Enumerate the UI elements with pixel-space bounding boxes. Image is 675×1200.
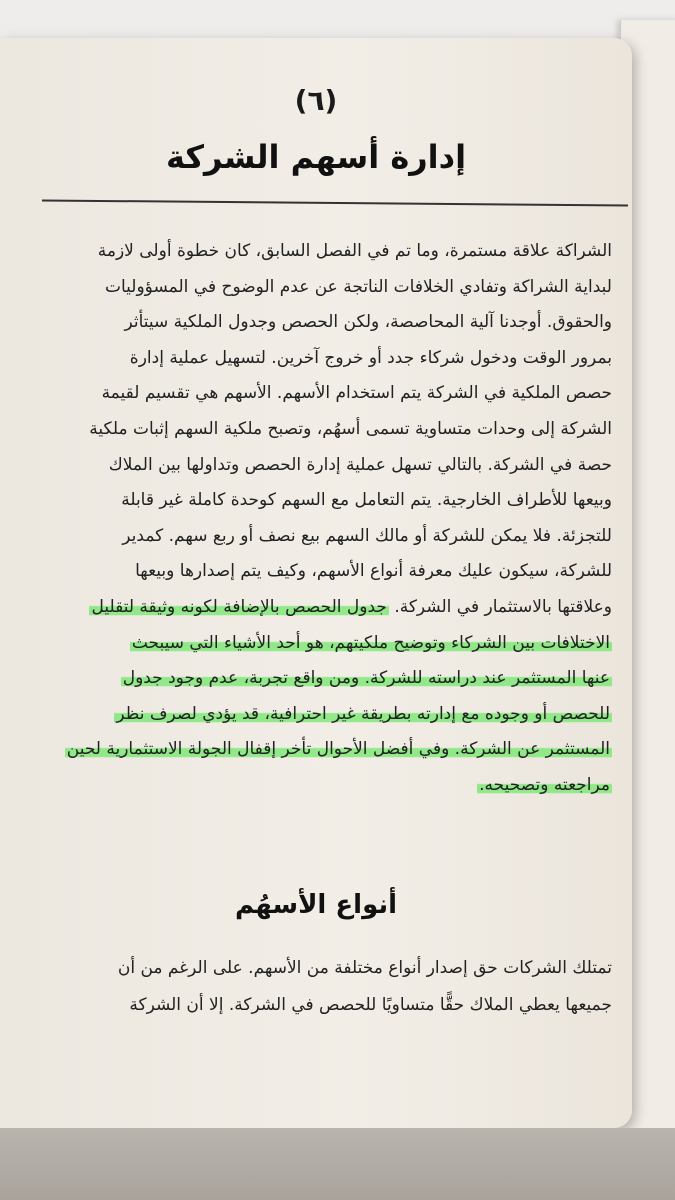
chapter-title: إدارة أسهم الشركة (165, 138, 467, 176)
body-paragraph-1 (0, 234, 612, 804)
body-paragraph-2 (0, 950, 612, 1024)
text-line: لبداية الشراكة وتفادي الخلافات الناتجة عن عدم الوضوح في المسؤوليات (104, 276, 612, 297)
highlighted-text: الاختلافات بين الشركاء وتوضيح ملكيتهم، هو أحد الأشياء التي سيبحث (131, 632, 610, 653)
text-line: والحقوق. أوجدنا آلية المحاصصة، ولكن الحصص وجدول الملكية سيتأثر (124, 312, 612, 333)
highlighted-text: المستثمر عن الشركة. وفي أفضل الأحوال تأخر إقفال الجولة الاستثمارية لحين (66, 739, 610, 760)
text-line (0, 626, 612, 662)
text-line: تمتلك الشركات حق إصدار أنواع مختلفة من الأسهم. على الرغم من أن (117, 958, 612, 978)
title-divider (42, 199, 628, 206)
text-line (0, 768, 612, 804)
highlighted-text: عنها المستثمر عند دراسته للشركة. ومن واقع تجربة، عدم وجود جدول (122, 668, 610, 689)
text-line: الشركة إلى وحدات متساوية تسمى أسهُم، وتصبح ملكية السهم إثبات ملكية (89, 418, 612, 439)
text-line: الشراكة علاقة مستمرة، وما تم في الفصل السابق، كان خطوة أولى لازمة (97, 241, 612, 261)
section-heading: أنواع الأسهُم (234, 890, 398, 920)
chapter-number: (٦) (294, 84, 338, 117)
highlighted-text: مراجعته وتصحيحه. (479, 774, 610, 795)
text-line: حصص الملكية في الشركة يتم استخدام الأسهم. الأسهم هي تقسيم لقيمة (101, 383, 612, 404)
highlighted-text: جدول الحصص بالإضافة لكونه وثيقة لتقليل (91, 596, 387, 617)
text-line (0, 697, 612, 733)
text-line (0, 661, 612, 697)
table-surface (0, 1128, 675, 1200)
text-line: جميعها يعطي الملاك حقًّا متساويًا للحصص في الشركة. إلا أن الشركة (129, 995, 612, 1015)
text-line: وبيعها للأطراف الخارجية. يتم التعامل مع السهم كوحدة كاملة غير قابلة (121, 490, 612, 511)
text-line: حصة في الشركة. بالتالي تسهل عملية إدارة الحصص وتداولها بين الملاك (108, 454, 612, 475)
text-line (0, 732, 612, 768)
text-line (0, 590, 612, 626)
book-page (0, 38, 632, 1128)
text-line: بمرور الوقت ودخول شركاء جدد أو خروج آخرين. لتسهيل عملية إدارة (129, 347, 612, 368)
text-line: للتجزئة. فلا يمكن للشركة أو مالك السهم بيع نصف أو ربع سهم. كمدير (122, 525, 612, 546)
text-segment: وعلاقتها بالاستثمار في الشركة. (388, 596, 612, 617)
highlighted-text: للحصص أو وجوده مع إدارته بطريقة غير احترافية، قد يؤدي لصرف نظر (116, 703, 610, 724)
text-line: للشركة، سيكون عليك معرفة أنواع الأسهم، وكيف يتم إصدارها وبيعها (135, 561, 612, 582)
